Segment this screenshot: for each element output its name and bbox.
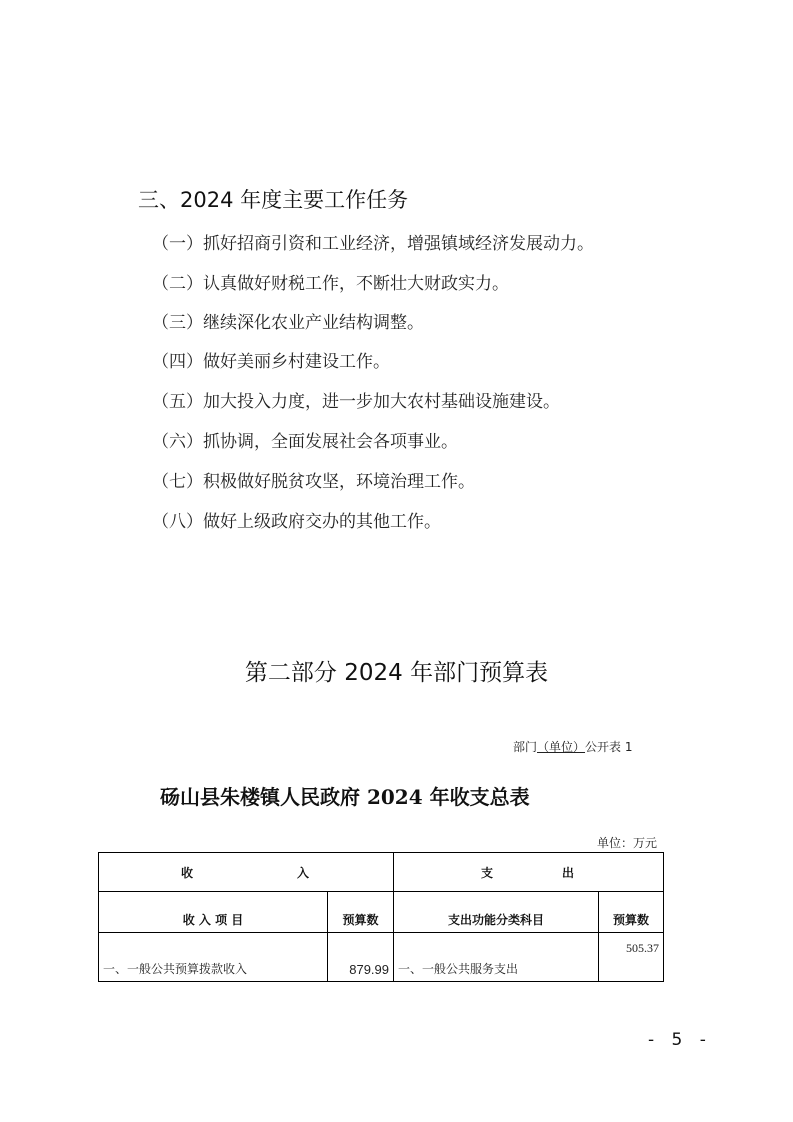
task-item: （八）做好上级政府交办的其他工作。 bbox=[152, 512, 441, 532]
table-number-suffix: 公开表 1 bbox=[585, 740, 633, 754]
section-title: 三、2024 年度主要工作任务 bbox=[138, 188, 409, 212]
income-amount-cell: 879.99 bbox=[328, 933, 394, 982]
income-item-cell: 一、一般公共预算拨款收入 bbox=[99, 933, 328, 982]
task-item: （五）加大投入力度，进一步加大农村基础设施建设。 bbox=[152, 392, 560, 412]
table-number-unit: （单位） bbox=[537, 740, 586, 754]
budget-summary-table bbox=[98, 852, 664, 982]
task-item: （六）抓协调，全面发展社会各项事业。 bbox=[152, 432, 458, 452]
unit-label: 单位：万元 bbox=[597, 836, 658, 850]
table-column-row bbox=[99, 892, 664, 933]
col-expense-amount: 预算数 bbox=[599, 892, 664, 933]
expense-item-cell: 一、一般公共服务支出 bbox=[394, 933, 599, 982]
task-item: （四）做好美丽乡村建设工作。 bbox=[152, 352, 390, 372]
col-income-item: 收 入 项 目 bbox=[99, 892, 328, 933]
col-expense-item: 支出功能分类科目 bbox=[394, 892, 599, 933]
part-title: 第二部分 2024 年部门预算表 bbox=[244, 660, 549, 686]
task-item: （七）积极做好脱贫攻坚，环境治理工作。 bbox=[152, 472, 475, 492]
income-header: 收入 bbox=[99, 853, 394, 892]
page-number: - 5 - bbox=[648, 1030, 712, 1050]
table-row bbox=[99, 933, 664, 982]
expense-amount-cell: 505.37 bbox=[599, 933, 664, 982]
table-number-prefix: 部门 bbox=[513, 740, 538, 754]
expense-header: 支出 bbox=[394, 853, 664, 892]
task-item: （一）抓好招商引资和工业经济，增强镇域经济发展动力。 bbox=[152, 234, 594, 254]
table-number bbox=[513, 738, 632, 755]
task-item: （三）继续深化农业产业结构调整。 bbox=[152, 313, 424, 333]
task-item: （二）认真做好财税工作，不断壮大财政实力。 bbox=[152, 274, 509, 294]
table-title: 砀山县朱楼镇人民政府 2024 年收支总表 bbox=[160, 785, 530, 809]
table-header-row bbox=[99, 853, 664, 892]
col-income-amount: 预算数 bbox=[328, 892, 394, 933]
